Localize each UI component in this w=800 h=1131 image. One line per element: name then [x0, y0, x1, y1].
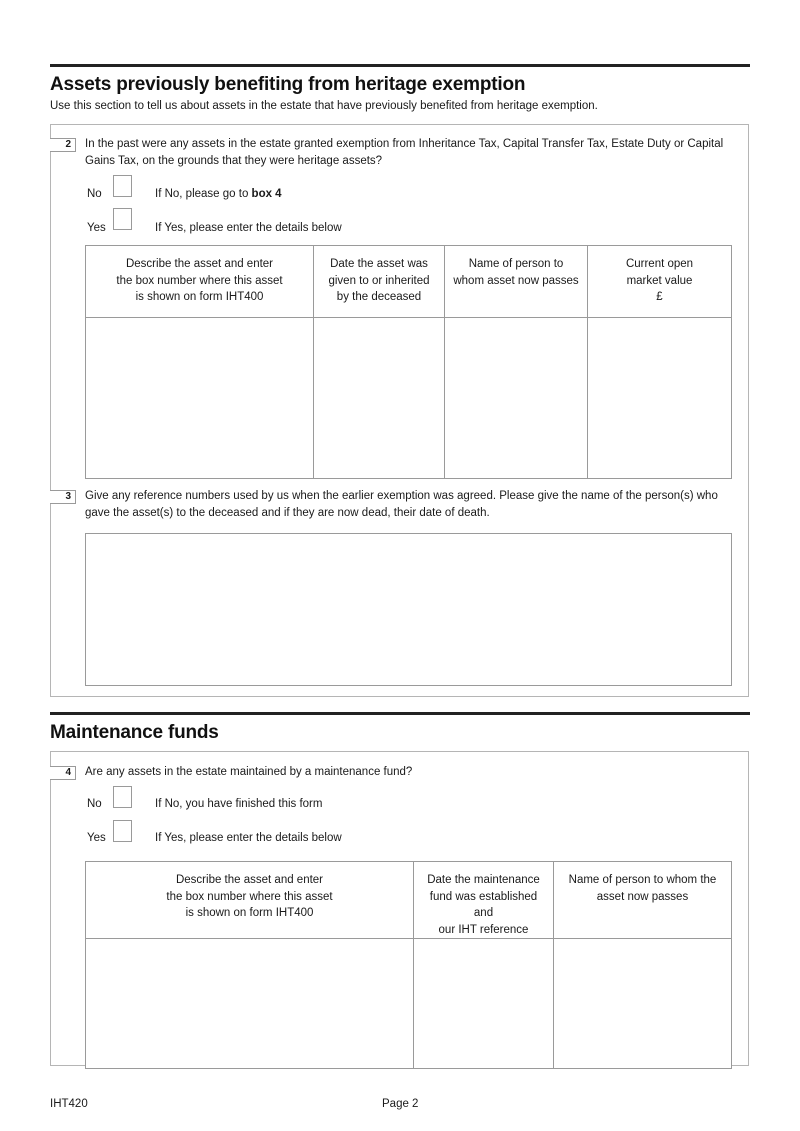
heritage-col-value: Current open market value £	[588, 246, 732, 318]
maintenance-col-describe: Describe the asset and enter the box number where this asset is shown on form IHT400	[86, 862, 414, 939]
heritage-col-person: Name of person to whom asset now passes	[445, 246, 588, 318]
page-number: Page 2	[382, 1098, 419, 1110]
reference-details-textbox[interactable]	[85, 533, 732, 686]
box-number-2: 2	[50, 138, 76, 152]
q2-no-note: If No, please go to box 4	[155, 188, 282, 200]
q4-no-label: No	[87, 798, 102, 810]
heritage-col-describe: Describe the asset and enter the box number where this asset is shown on form IHT400	[86, 246, 314, 318]
question-4-text: Are any assets in the estate maintained by a maintenance fund?	[85, 766, 413, 778]
maintenance-person-cell[interactable]	[554, 939, 732, 1069]
q2-box4-ref: box 4	[251, 188, 282, 200]
form-code: IHT420	[50, 1098, 88, 1110]
q2-no-label: No	[87, 188, 102, 200]
q4-yes-checkbox[interactable]	[113, 820, 132, 842]
heritage-value-cell[interactable]	[588, 318, 732, 479]
q4-no-note: If No, you have finished this form	[155, 798, 323, 810]
maintenance-fund-table	[85, 861, 732, 1069]
q2-yes-note: If Yes, please enter the details below	[155, 222, 342, 234]
box-number-3: 3	[50, 490, 76, 504]
maintenance-date-cell[interactable]	[414, 939, 554, 1069]
box-number-4: 4	[50, 766, 76, 780]
heritage-person-cell[interactable]	[445, 318, 588, 479]
maintenance-describe-cell[interactable]	[86, 939, 414, 1069]
section-divider	[50, 64, 750, 67]
maintenance-col-date-reference: Date the maintenance fund was established and our IHT reference	[414, 862, 554, 939]
maintenance-col-person: Name of person to whom the asset now passes	[554, 862, 732, 939]
heritage-col-date: Date the asset was given to or inherited by the deceased	[314, 246, 445, 318]
question-2-text: In the past were any assets in the estate granted exemption from Inheritance Tax, Capital Transfer Tax, Estate Duty or Capital Gains Tax, on the grounds that they were heritage assets?	[85, 138, 724, 167]
maintenance-section-title: Maintenance funds	[50, 722, 219, 743]
q4-yes-note: If Yes, please enter the details below	[155, 832, 342, 844]
heritage-date-cell[interactable]	[314, 318, 445, 479]
q2-no-checkbox[interactable]	[113, 175, 132, 197]
heritage-section-intro: Use this section to tell us about assets in the estate that have previously benefited from heritage exemption.	[50, 100, 598, 112]
heritage-assets-table	[85, 245, 732, 479]
heritage-describe-cell[interactable]	[86, 318, 314, 479]
q2-yes-checkbox[interactable]	[113, 208, 132, 230]
heritage-section-title: Assets previously benefiting from heritage exemption	[50, 74, 526, 95]
q4-no-checkbox[interactable]	[113, 786, 132, 808]
section-divider	[50, 712, 750, 715]
q4-yes-label: Yes	[87, 832, 106, 844]
question-3-text: Give any reference numbers used by us when the earlier exemption was agreed. Please give the name of the person(s) who gave the asset(s) to the deceased and if they are now dead, their date of death.	[85, 490, 718, 519]
q2-yes-label: Yes	[87, 222, 106, 234]
